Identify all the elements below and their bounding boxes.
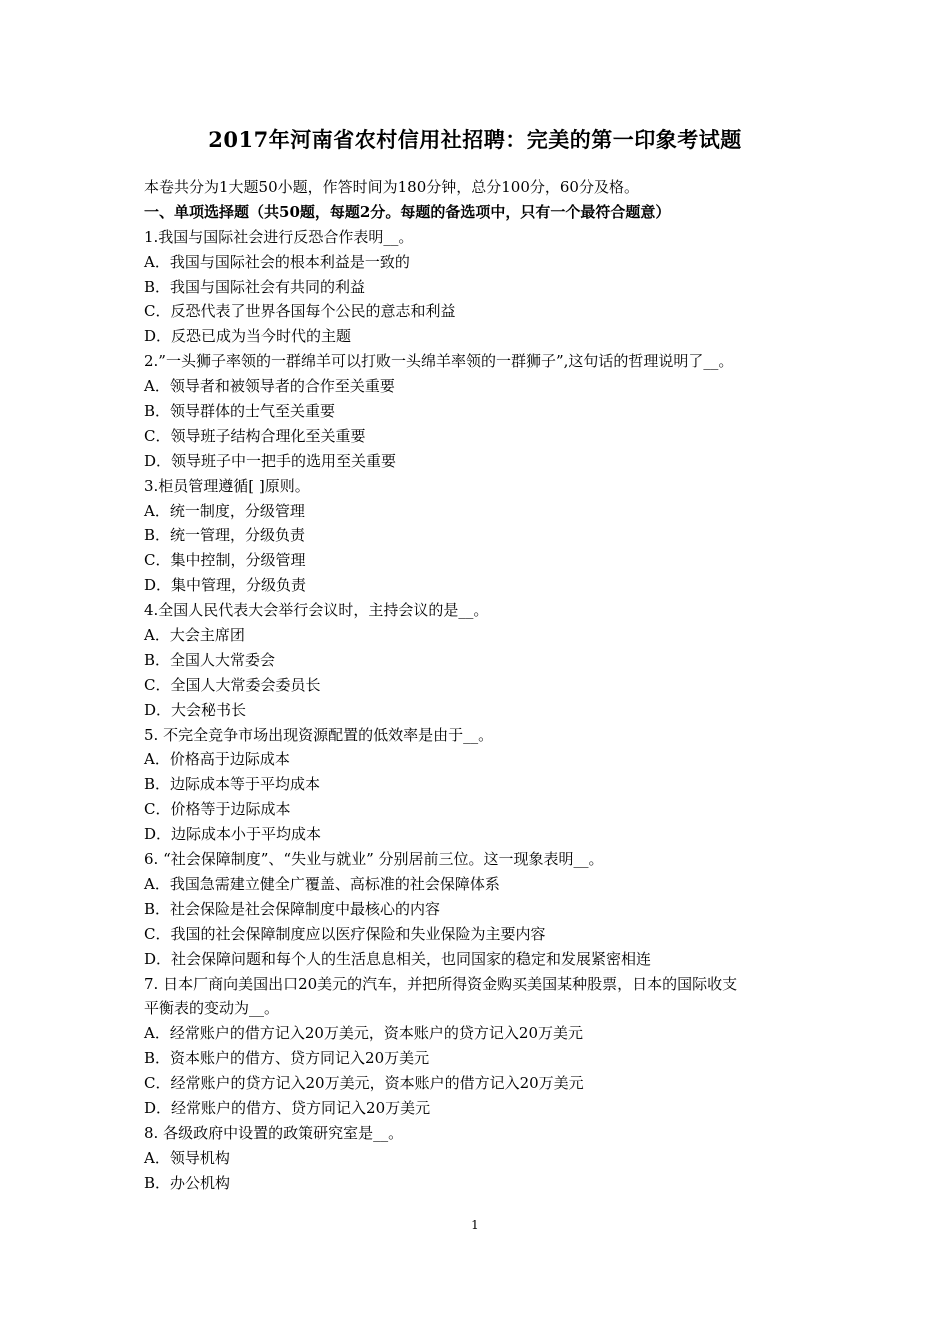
option-2d: D．领导班子中一把手的选用至关重要 [144, 451, 397, 470]
option-5b: B．边际成本等于平均成本 [144, 775, 321, 794]
page-number: 1 [471, 1218, 479, 1232]
option-6b: B．社会保险是社会保障制度中最核心的内容 [144, 899, 441, 918]
option-5d: D．边际成本小于平均成本 [144, 825, 322, 844]
question-4: 4.全国人民代表大会举行会议时，主持会议的是__。 [144, 601, 489, 620]
option-4d: D．大会秘书长 [144, 700, 247, 719]
exam-intro: 本卷共分为1大题50小题，作答时间为180分钟，总分100分，60分及格。 [144, 178, 639, 196]
question-1: 1.我国与国际社会进行反恐合作表明__。 [144, 227, 414, 246]
option-2c: C．领导班子结构合理化至关重要 [144, 426, 366, 445]
option-8b: B．办公机构 [144, 1173, 231, 1192]
option-1c: C．反恐代表了世界各国每个公民的意志和利益 [144, 302, 456, 321]
option-2b: B．领导群体的士气至关重要 [144, 402, 336, 421]
option-6c: C．我国的社会保障制度应以医疗保险和失业保险为主要内容 [144, 924, 546, 943]
option-4b: B．全国人大常委会 [144, 650, 276, 669]
option-7b: B．资本账户的借方、贷方同记入20万美元 [144, 1049, 430, 1068]
option-7c: C．经常账户的贷方记入20万美元，资本账户的借方记入20万美元 [144, 1074, 584, 1093]
question-6: 6. “社会保障制度”、“失业与就业” 分别居前三位。这一现象表明__。 [144, 850, 604, 869]
option-8a: A．领导机构 [144, 1148, 230, 1167]
option-5c: C．价格等于边际成本 [144, 800, 291, 819]
section-heading: 一、单项选择题（共50题，每题2分。每题的备选项中，只有一个最符合题意） [144, 202, 671, 221]
document-body [144, 175, 824, 1196]
option-2a: A．领导者和被领导者的合作至关重要 [144, 377, 395, 396]
document-title: 2017年河南省农村信用社招聘：完美的第一印象考试题 [208, 127, 742, 152]
option-6d: D．社会保障问题和每个人的生活息息相关，也同国家的稳定和发展紧密相连 [144, 949, 652, 968]
option-4a: A．大会主席团 [144, 626, 245, 645]
question-3: 3.柜员管理遵循[ ]原则。 [144, 476, 310, 495]
question-7: 7. 日本厂商向美国出口20美元的汽车，并把所得资金购买美国某种股票，日本的国际收支 [144, 974, 738, 993]
question-2: 2.”一头狮子率领的一群绵羊可以打败一头绵羊率领的一群狮子”,这句话的哲理说明了__。 [144, 352, 734, 371]
option-3a: A．统一制度，分级管理 [144, 501, 305, 520]
option-6a: A．我国急需建立健全广覆盖、高标准的社会保障体系 [144, 874, 500, 893]
option-3d: D．集中管理，分级负责 [144, 576, 307, 595]
option-1d: D．反恐已成为当今时代的主题 [144, 327, 352, 346]
option-4c: C．全国人大常委会委员长 [144, 675, 321, 694]
question-8: 8. 各级政府中设置的政策研究室是__。 [144, 1123, 404, 1142]
option-3c: C．集中控制，分级管理 [144, 551, 306, 570]
question-5: 5. 不完全竞争市场出现资源配置的低效率是由于__。 [144, 725, 494, 744]
question-7-continued: 平衡表的变动为__。 [144, 999, 280, 1018]
option-1b: B．我国与国际社会有共同的利益 [144, 277, 366, 296]
option-5a: A．价格高于边际成本 [144, 750, 290, 769]
option-7d: D．经常账户的借方、贷方同记入20万美元 [144, 1098, 431, 1117]
option-1a: A．我国与国际社会的根本利益是一致的 [144, 252, 410, 271]
option-3b: B．统一管理，分级负责 [144, 526, 306, 545]
option-7a: A．经常账户的借方记入20万美元，资本账户的贷方记入20万美元 [144, 1024, 584, 1043]
